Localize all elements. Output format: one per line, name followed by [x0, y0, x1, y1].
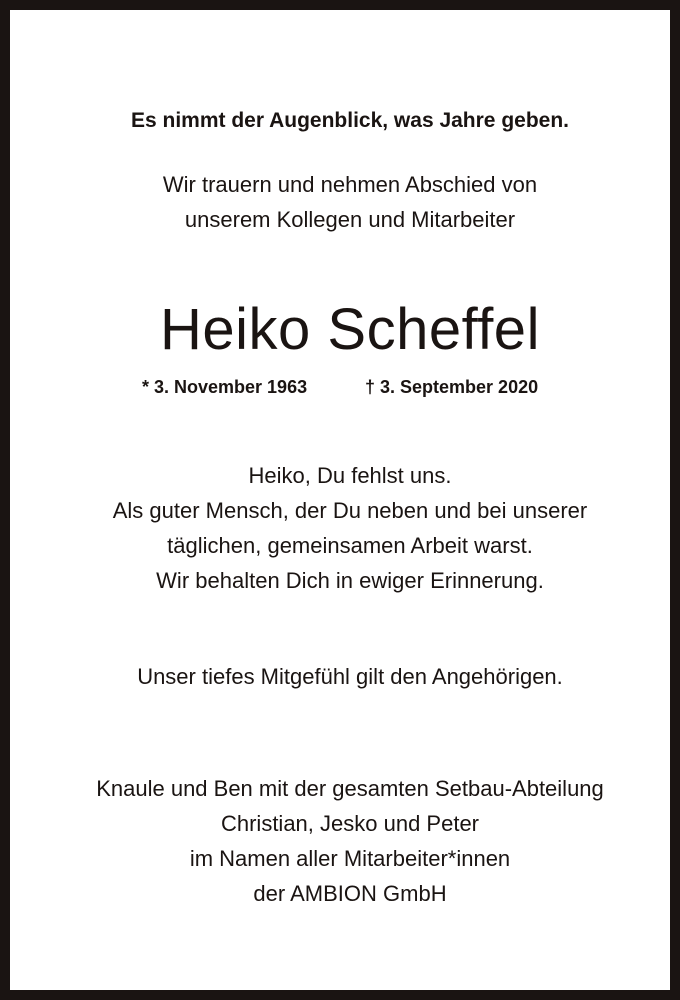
death-date: † 3. September 2020	[365, 377, 539, 397]
deceased-name: Heiko Scheffel	[160, 297, 540, 362]
condolence-line: Unser tiefes Mitgefühl gilt den Angehörigen.	[137, 664, 563, 689]
tribute-line: täglichen, gemeinsamen Arbeit warst.	[167, 533, 533, 558]
signature-line: der AMBION GmbH	[253, 881, 447, 906]
signature-line: Knaule und Ben mit der gesamten Setbau-Abteilung	[96, 776, 604, 801]
tribute-line: Wir behalten Dich in ewiger Erinnerung.	[156, 568, 544, 593]
tribute-line: Als guter Mensch, der Du neben und bei unserer	[112, 498, 588, 523]
intro-line: Wir trauern und nehmen Abschied von	[162, 172, 538, 197]
signature-line: Christian, Jesko und Peter	[220, 811, 480, 836]
motto-heading: Es nimmt der Augenblick, was Jahre geben.	[130, 109, 570, 132]
life-dates	[20, 377, 680, 403]
signature-line: im Namen aller Mitarbeiter*innen	[189, 846, 511, 871]
intro-line: unserem Kollegen und Mitarbeiter	[184, 207, 516, 232]
tribute-line: Heiko, Du fehlst uns.	[248, 463, 452, 488]
birth-date: * 3. November 1963	[142, 377, 308, 397]
